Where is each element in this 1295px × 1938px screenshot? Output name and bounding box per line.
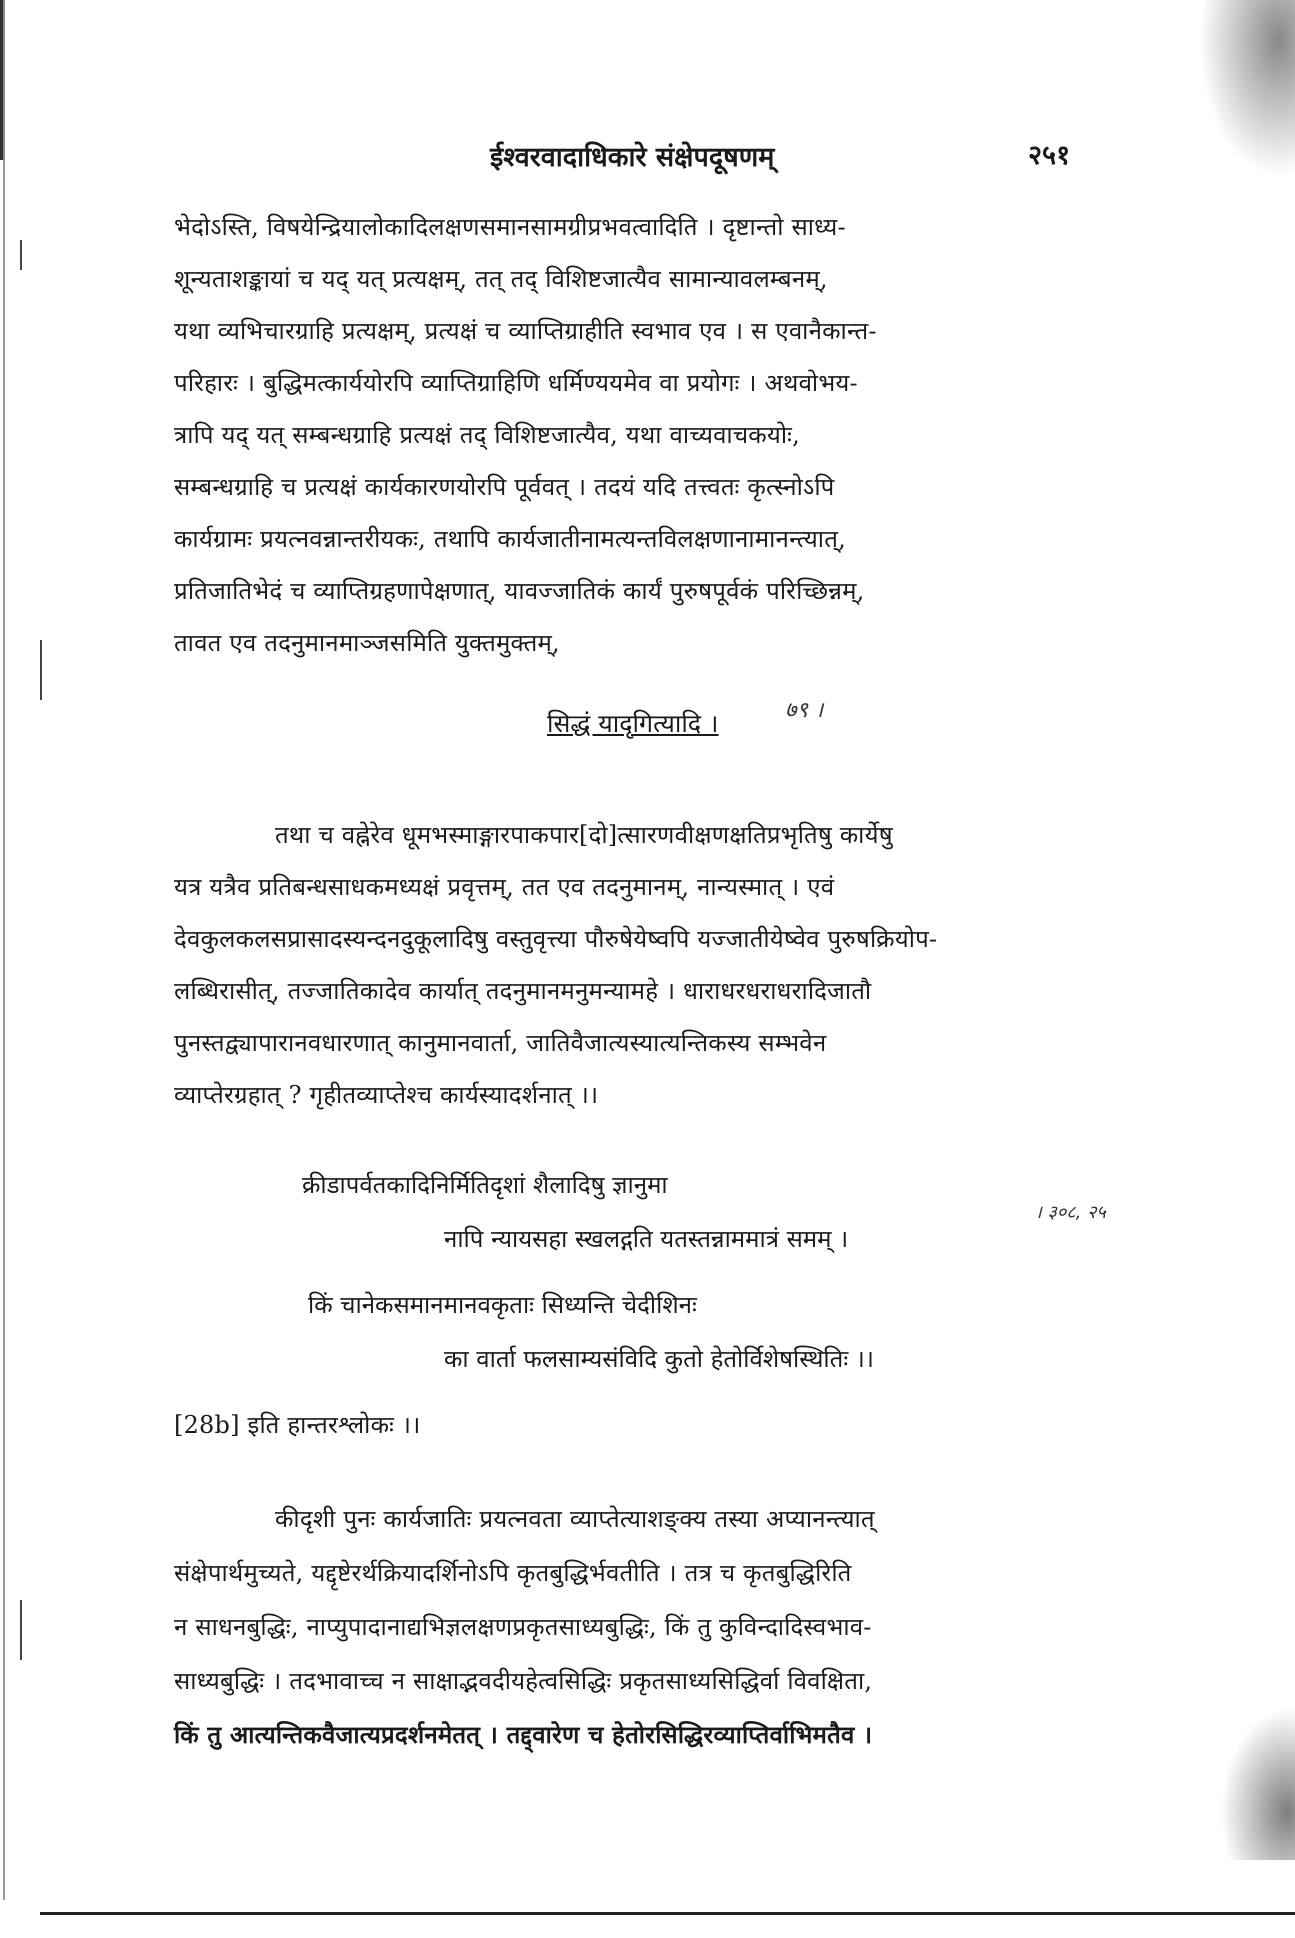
text-line: कीदृशी पुनः कार्यजातिः प्रयत्नवता व्याप्तेत्याशङ्क्य तस्या अप्यानन्त्यात् — [275, 1505, 875, 1533]
text-line: कार्यग्रामः प्रयत्नवन्नान्तरीयकः, तथापि कार्यजातीनामत्यन्तविलक्षणानामानन्त्यात्, — [174, 525, 846, 553]
text-line: लब्धिरासीत्, तज्जातिकादेव कार्यात् तदनुमानमनुमन्यामहे । धाराधरधराधरादिजातौ — [174, 977, 872, 1005]
verse-line: किं चानेकसमानमानवकृताः सिध्यन्ति चेदीशिनः — [308, 1291, 697, 1319]
text-line: परिहारः । बुद्धिमत्कार्ययोरपि व्याप्तिग्राहिणि धर्मिण्ययमेव वा प्रयोगः । अथवोभय- — [174, 369, 858, 397]
scan-smudge-bottom — [1215, 1700, 1295, 1860]
text-line: तथा च वह्नेरेव धूमभस्माङ्गारपाकपार[दो]त्सारणवीक्षणक्षतिप्रभृतिषु कार्येषु — [275, 821, 893, 849]
text-line: यत्र यत्रैव प्रतिबन्धसाधकमध्यक्षं प्रवृत्तम्, तत एव तदनुमानम्, नान्यस्मात् । एवं — [174, 873, 835, 901]
text-line: त्रापि यद् यत् सम्बन्धग्राहि प्रत्यक्षं तद् विशिष्टजात्यैव, यथा वाच्यवाचकयोः, — [174, 421, 800, 449]
verse-line: क्रीडापर्वतकादिनिर्मितिदृशां शैलादिषु ज्ञानुमा — [302, 1171, 668, 1199]
text-line: शून्यताशङ्कायां च यद् यत् प्रत्यक्षम्, तत् तद् विशिष्टजात्यैव सामान्यावलम्बनम्, — [174, 265, 828, 293]
folio-reference: [28b] इति हान्तरश्लोकः ।। — [174, 1411, 421, 1439]
verse-line: का वार्ता फलसाम्यसंविदि कुतो हेतोर्विशेषस्थितिः ।। — [444, 1345, 874, 1373]
margin-mark — [20, 1600, 22, 1660]
text-line: सम्बन्धग्राहि च प्रत्यक्षं कार्यकारणयोरपि पूर्ववत् । तदयं यदि तत्त्वतः कृत्स्नोऽपि — [174, 473, 835, 501]
margin-mark — [40, 640, 42, 700]
scan-edge-shadow — [0, 0, 10, 160]
text-line: व्याप्तेरग्रहात् ? गृहीतव्याप्तेश्च कार्यस्यादर्शनात् ।। — [174, 1081, 599, 1109]
section-heading: सिद्धं यादृगित्यादि । — [547, 709, 719, 738]
text-line: भेदोऽस्ति, विषयेन्द्रियालोकादिलक्षणसमानसामग्रीप्रभवत्वादिति । दृष्टान्तो साध्य- — [174, 213, 846, 241]
text-line: किं तु आत्यन्तिकवैजात्यप्रदर्शनमेतत् । तद्द्वारेण च हेतोरसिद्धिरव्याप्तिर्वाभिमतैव । — [174, 1720, 873, 1749]
handwritten-margin-note: । ३०८, २५ — [1035, 1202, 1106, 1223]
scan-smudge-top — [1185, 0, 1295, 200]
scan-bottom-rule — [40, 1912, 1295, 1915]
text-line: पुनस्तद्व्यापारानवधारणात् कानुमानवार्ता, जातिवैजात्यस्यात्यन्तिकस्य सम्भवेन — [174, 1029, 827, 1057]
handwritten-annotation: ७९ । — [785, 698, 824, 723]
scan-edge-line — [3, 160, 5, 1900]
running-head: ईश्वरवादाधिकारे संक्षेपदूषणम् — [490, 142, 775, 173]
margin-mark — [20, 240, 22, 270]
text-line: यथा व्यभिचारग्राहि प्रत्यक्षम्, प्रत्यक्षं च व्याप्तिग्राहीति स्वभाव एव । स एवानैकान्त- — [174, 317, 877, 345]
text-line: प्रतिजातिभेदं च व्याप्तिग्रहणापेक्षणात्, यावज्जातिकं कार्यं पुरुषपूर्वकं परिच्छिन्नम्, — [174, 577, 865, 605]
page-number: २५१ — [1028, 140, 1071, 171]
text-line: संक्षेपार्थमुच्यते, यद्दृष्टेरर्थक्रियादर्शिनोऽपि कृतबुद्धिर्भवतीति । तत्र च कृतबुद्धिरिति — [174, 1559, 852, 1587]
text-line: देवकुलकलसप्रासादस्यन्दनदुकूलादिषु वस्तुवृत्त्या पौरुषेयेष्वपि यज्जातीयेष्वेव पुरुषक्रियोप- — [174, 925, 938, 953]
text-line: न साधनबुद्धिः, नाप्युपादानाद्यभिज्ञलक्षणप्रकृतसाध्यबुद्धिः, किं तु कुविन्दादिस्वभाव- — [174, 1613, 872, 1641]
verse-line: नापि न्यायसहा स्खलद्गति यतस्तन्नाममात्रं समम् । — [444, 1225, 849, 1253]
text-line: साध्यबुद्धिः । तदभावाच्च न साक्षाद्भवदीयहेत्वसिद्धिः प्रकृतसाध्यसिद्धिर्वा विवक्षिता, — [174, 1667, 873, 1695]
text-line: तावत एव तदनुमानमाञ्जसमिति युक्तमुक्तम्, — [174, 629, 560, 657]
